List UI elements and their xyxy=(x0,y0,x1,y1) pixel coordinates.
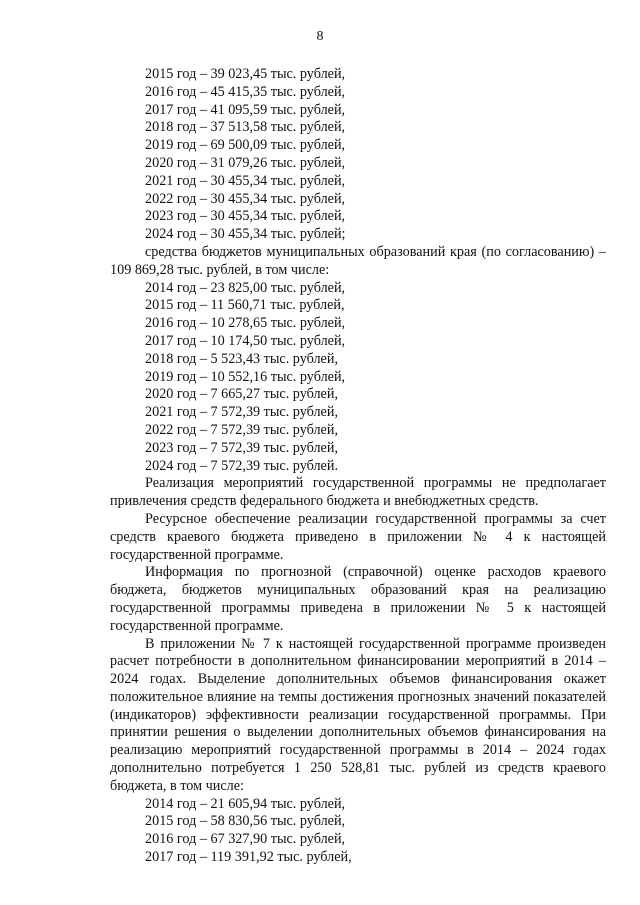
list-item: 2015 год – 39 023,45 тыс. рублей, xyxy=(145,66,346,82)
paragraph-additional-funding: В приложении № 7 к настоящей государственной программе произведен расчет потребности в дополнительном финансировании мероприятий в 2014 – 2024 годах. Выделение дополнительных объемов финансирования окажет положительное влияние на темпы достижения прогнозных значений показателей (индикаторов) эффективности реализации государственной программы. При принятии решения о выделении дополнительных объемов финансирования на реализацию мероприятий государственной программы в 2014 – 2024 годах дополнительно потребуется 1 250 528,81 тыс. рублей из средств краевого бюджета, в том числе: xyxy=(110,635,606,794)
list-item: 2017 год – 10 174,50 тыс. рублей, xyxy=(145,332,346,349)
paragraph-forecast-estimate: Информация по прогнозной (справочной) оценке расходов краевого бюджета, бюджетов муниципальных образований края на реализацию государственной программы приведена в приложении № 5 к настоящей государственной программе. xyxy=(110,564,606,634)
list-item: 2024 год – 30 455,34 тыс. рублей; xyxy=(145,226,346,243)
list-item: 2020 год – 7 665,27 тыс. рублей, xyxy=(145,386,338,403)
list-item: 2021 год – 30 455,34 тыс. рублей, xyxy=(145,172,346,189)
list-item: 2016 год – 45 415,35 тыс. рублей, xyxy=(145,83,346,100)
list-item: 2022 год – 7 572,39 тыс. рублей, xyxy=(145,421,338,438)
list-item: 2021 год – 7 572,39 тыс. рублей, xyxy=(145,404,338,421)
page-number: 8 xyxy=(316,29,324,44)
list-item: 2014 год – 21 605,94 тыс. рублей, xyxy=(145,795,346,812)
additional-funding-year-list xyxy=(110,796,606,867)
list-item: 2016 год – 10 278,65 тыс. рублей, xyxy=(145,315,346,332)
list-item: 2024 год – 7 572,39 тыс. рублей. xyxy=(145,457,338,474)
municipal-budget-year-list xyxy=(110,280,606,476)
list-item: 2017 год – 41 095,59 тыс. рублей, xyxy=(145,101,346,118)
municipal-funds-intro: средства бюджетов муниципальных образований края (по согласованию) – 109 869,28 тыс. рублей, в том числе: xyxy=(110,243,606,278)
list-item: 2019 год – 10 552,16 тыс. рублей, xyxy=(145,368,346,385)
list-item: 2017 год – 119 391,92 тыс. рублей, xyxy=(145,849,352,866)
list-item: 2018 год – 37 513,58 тыс. рублей, xyxy=(145,119,346,136)
document-body xyxy=(110,66,606,867)
list-item: 2016 год – 67 327,90 тыс. рублей, xyxy=(145,831,346,848)
list-item: 2023 год – 30 455,34 тыс. рублей, xyxy=(145,208,346,225)
list-item: 2020 год – 31 079,26 тыс. рублей, xyxy=(145,154,346,171)
regional-budget-year-list xyxy=(110,66,606,244)
list-item: 2015 год – 11 560,71 тыс. рублей, xyxy=(145,297,345,314)
list-item: 2019 год – 69 500,09 тыс. рублей, xyxy=(145,137,346,154)
list-item: 2023 год – 7 572,39 тыс. рублей, xyxy=(145,439,338,456)
list-item: 2015 год – 58 830,56 тыс. рублей, xyxy=(145,813,346,830)
list-item: 2014 год – 23 825,00 тыс. рублей, xyxy=(145,279,346,296)
list-item: 2018 год – 5 523,43 тыс. рублей, xyxy=(145,350,338,367)
list-item: 2022 год – 30 455,34 тыс. рублей, xyxy=(145,190,346,207)
paragraph-resource-support: Ресурсное обеспечение реализации государственной программы за счет средств краевого бюджета приведено в приложении № 4 к настоящей государственной программе. xyxy=(110,510,606,563)
paragraph-federal-funds: Реализация мероприятий государственной программы не предполагает привлечения средств федерального бюджета и внебюджетных средств. xyxy=(110,475,606,510)
